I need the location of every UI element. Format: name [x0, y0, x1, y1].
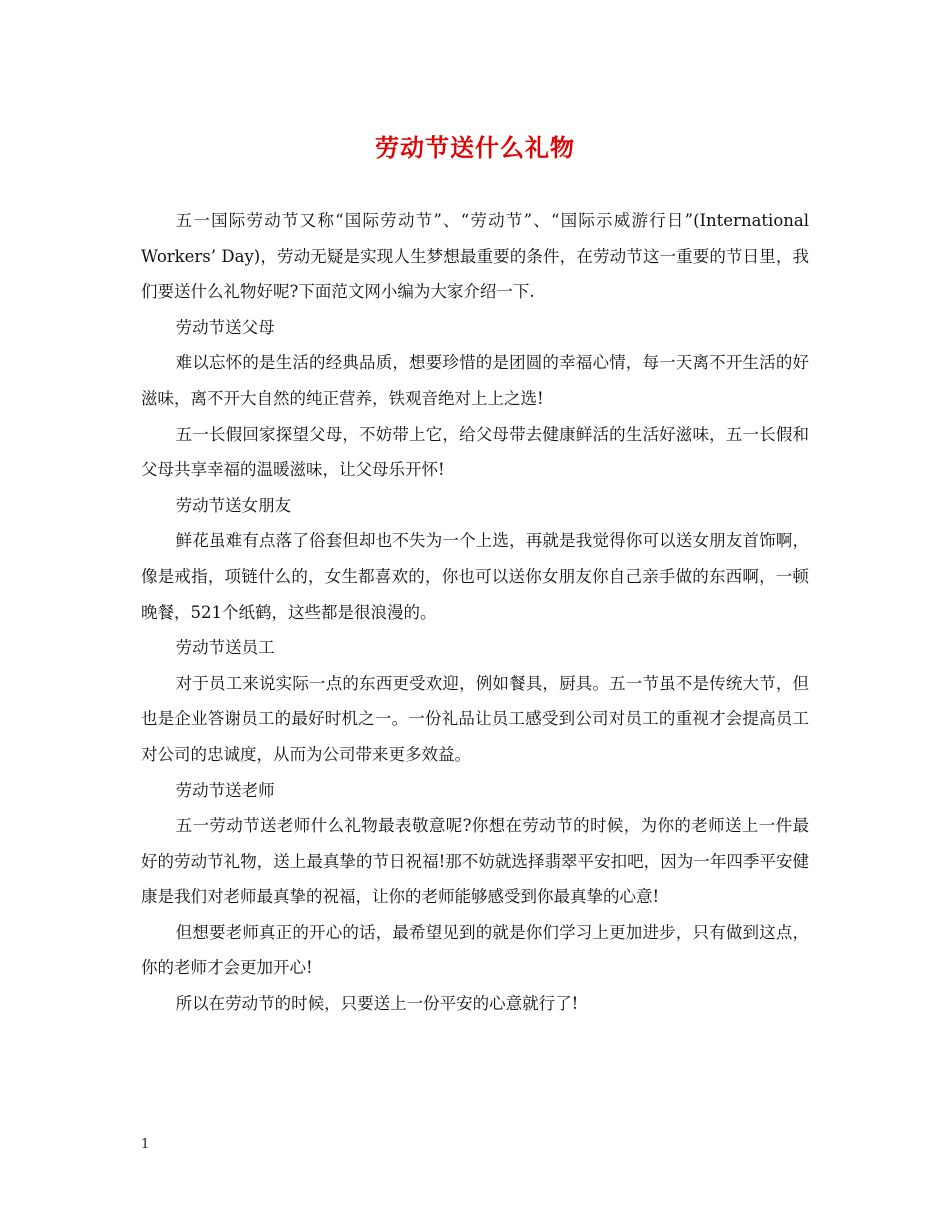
document-body [141, 203, 809, 1022]
page-number: 1 [141, 1137, 150, 1152]
section-heading-employees: 劳动节送员工 [175, 638, 275, 658]
paragraph: 五一长假回家探望父母，不妨带上它，给父母带去健康鲜活的生活好滋味，五一长假和父母共享幸福的温暖滋味，让父母乐开怀! [141, 424, 809, 480]
paragraph: 所以在劳动节的时候，只要送上一份平安的心意就行了! [175, 994, 579, 1014]
section-heading-teachers: 劳动节送老师 [175, 780, 275, 800]
paragraph: 但想要老师真正的开心的话，最希望见到的就是你们学习上更加进步，只有做到这点，你的老师才会更加开心! [141, 922, 809, 978]
paragraph: 对于员工来说实际一点的东西更受欢迎，例如餐具，厨具。五一节虽不是传统大节，但也是企业答谢员工的最好时机之一。一份礼品让员工感受到公司对员工的重视才会提高员工对公司的忠诚度，从而为公司带来更多效益。 [141, 673, 809, 764]
paragraph: 鲜花虽难有点落了俗套但却也不失为一个上选，再就是我觉得你可以送女朋友首饰啊，像是戒指，项链什么的，女生都喜欢的，你也可以送你女朋友你自己亲手做的东西啊，一顿晚餐，521个纸鹤，这些都是很浪漫的。 [141, 531, 809, 622]
section-heading-girlfriend: 劳动节送女朋友 [175, 495, 292, 515]
document-title: 劳动节送什么礼物 [375, 133, 575, 162]
section-heading-parents: 劳动节送父母 [175, 317, 275, 337]
intro-paragraph: 五一国际劳动节又称“国际劳动节”、“劳动节”、“国际示威游行日”(International Workers’ Day)，劳动无疑是实现人生梦想最重要的条件，在劳动节这一重要的节日里，我们要送什么礼物好呢?下面范文网小编为大家介绍一下. [141, 211, 809, 302]
paragraph: 五一劳动节送老师什么礼物最表敬意呢?你想在劳动节的时候，为你的老师送上一件最好的劳动节礼物，送上最真挚的节日祝福!那不妨就选择翡翠平安扣吧，因为一年四季平安健康是我们对老师最真挚的祝福，让你的老师能够感受到你最真挚的心意! [141, 816, 809, 907]
paragraph: 难以忘怀的是生活的经典品质，想要珍惜的是团圆的幸福心情，每一天离不开生活的好滋味，离不开大自然的纯正营养，铁观音绝对上上之选! [141, 353, 809, 408]
